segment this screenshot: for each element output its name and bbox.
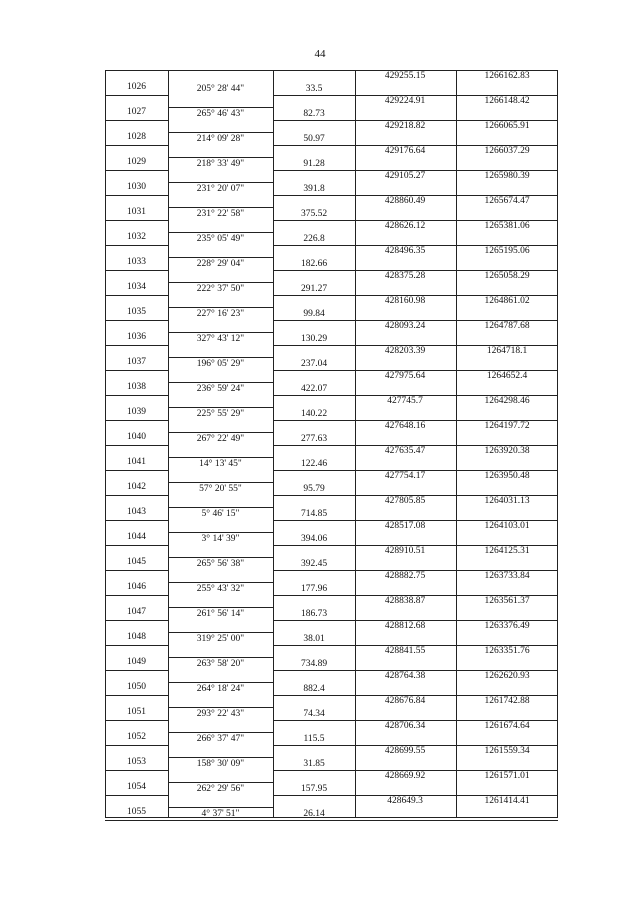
bearing-cell: 228° 29' 04" — [196, 259, 245, 269]
northing-cell: 428676.84 — [384, 696, 426, 706]
row-rule — [273, 695, 355, 696]
easting-cell: 1263733.84 — [484, 571, 530, 581]
northing-cell: 427975.64 — [384, 371, 426, 381]
row-rule — [168, 707, 273, 708]
northing-cell: 428496.35 — [384, 246, 426, 256]
row-rule — [168, 482, 273, 483]
row-rule — [105, 420, 168, 421]
station-cell: 1031 — [127, 207, 146, 217]
distance-cell: 130.29 — [300, 334, 328, 344]
station-cell: 1033 — [127, 257, 146, 267]
station-cell: 1040 — [127, 432, 146, 442]
row-rule — [105, 120, 168, 121]
northing-cell: 427805.85 — [384, 496, 426, 506]
station-cell: 1041 — [127, 457, 146, 467]
easting-cell: 1266148.42 — [484, 96, 530, 106]
station-cell: 1046 — [127, 582, 146, 592]
station-cell: 1039 — [127, 407, 146, 417]
northing-cell: 428860.49 — [384, 196, 426, 206]
row-rule — [273, 295, 355, 296]
station-cell: 1055 — [127, 807, 146, 817]
northing-cell: 427648.16 — [384, 421, 426, 431]
bearing-cell: 214° 09' 28" — [196, 134, 245, 144]
row-rule — [168, 782, 273, 783]
northing-cell: 428838.87 — [384, 596, 426, 606]
row-rule — [273, 520, 355, 521]
row-rule — [273, 120, 355, 121]
easting-cell: 1264787.68 — [484, 321, 530, 331]
row-rule — [168, 807, 273, 808]
northing-cell: 429176.64 — [384, 146, 426, 156]
row-rule — [273, 220, 355, 221]
distance-cell: 122.46 — [300, 459, 328, 469]
easting-cell: 1263351.76 — [484, 646, 530, 656]
bearing-cell: 4° 37' 51" — [201, 809, 240, 819]
distance-cell: 182.66 — [300, 259, 328, 269]
northing-cell: 427635.47 — [384, 446, 426, 456]
distance-cell: 734.89 — [300, 659, 328, 669]
station-cell: 1042 — [127, 482, 146, 492]
bearing-cell: 235° 05' 49" — [196, 234, 245, 244]
row-rule — [105, 270, 168, 271]
row-rule — [105, 645, 168, 646]
distance-cell: 226.8 — [303, 234, 325, 244]
distance-cell: 50.97 — [303, 134, 325, 144]
easting-cell: 1264718.1 — [486, 346, 528, 356]
station-cell: 1043 — [127, 507, 146, 517]
distance-cell: 91.28 — [303, 159, 325, 169]
easting-cell: 1261414.41 — [484, 796, 530, 806]
distance-cell: 99.84 — [303, 309, 325, 319]
traverse-table — [105, 70, 558, 818]
northing-cell: 428375.28 — [384, 271, 426, 281]
row-rule — [273, 745, 355, 746]
bearing-cell: 231° 22' 58" — [196, 209, 245, 219]
page-number: 44 — [314, 48, 326, 60]
northing-cell: 427745.7 — [387, 396, 423, 406]
row-rule — [168, 132, 273, 133]
station-cell: 1027 — [127, 107, 146, 117]
northing-cell: 428706.34 — [384, 721, 426, 731]
row-rule — [105, 720, 168, 721]
row-rule — [105, 520, 168, 521]
easting-cell: 1265674.47 — [484, 196, 530, 206]
row-rule — [273, 445, 355, 446]
easting-cell: 1266037.29 — [484, 146, 530, 156]
row-rule — [105, 670, 168, 671]
row-rule — [168, 582, 273, 583]
easting-cell: 1263950.48 — [484, 471, 530, 481]
northing-cell: 428812.68 — [384, 621, 426, 631]
row-rule — [168, 532, 273, 533]
row-rule — [105, 345, 168, 346]
station-cell: 1034 — [127, 282, 146, 292]
easting-cell: 1265195.06 — [484, 246, 530, 256]
row-rule — [168, 357, 273, 358]
row-rule — [105, 320, 168, 321]
easting-cell: 1264197.72 — [484, 421, 530, 431]
distance-cell: 26.14 — [303, 809, 325, 819]
bearing-cell: 3° 14' 39" — [201, 534, 240, 544]
row-rule — [273, 270, 355, 271]
row-rule — [168, 657, 273, 658]
row-rule — [273, 795, 355, 796]
bearing-cell: 57° 20' 55" — [199, 484, 242, 494]
station-cell: 1050 — [127, 682, 146, 692]
distance-cell: 74.34 — [303, 709, 325, 719]
easting-cell: 1266162.83 — [484, 71, 530, 81]
bearing-cell: 266° 37' 47" — [196, 734, 245, 744]
bearing-cell: 327° 43' 12" — [196, 334, 245, 344]
station-cell: 1049 — [127, 657, 146, 667]
distance-cell: 277.63 — [300, 434, 328, 444]
northing-cell: 428669.92 — [384, 771, 426, 781]
bearing-cell: 261° 56' 14" — [196, 609, 245, 619]
distance-cell: 237.04 — [300, 359, 328, 369]
northing-cell: 428910.51 — [384, 546, 426, 556]
easting-cell: 1266065.91 — [484, 121, 530, 131]
bearing-cell: 319° 25' 00" — [196, 634, 245, 644]
bearing-cell: 158° 30' 09" — [196, 759, 245, 769]
row-rule — [105, 695, 168, 696]
station-cell: 1047 — [127, 607, 146, 617]
row-rule — [168, 407, 273, 408]
row-rule — [273, 195, 355, 196]
station-cell: 1051 — [127, 707, 146, 717]
easting-cell: 1261559.34 — [484, 746, 530, 756]
row-rule — [105, 170, 168, 171]
row-rule — [273, 620, 355, 621]
row-rule — [105, 145, 168, 146]
row-rule — [105, 445, 168, 446]
bearing-cell: 205° 28' 44" — [196, 84, 245, 94]
row-rule — [105, 620, 168, 621]
row-rule — [105, 595, 168, 596]
bearing-cell: 196° 05' 29" — [196, 359, 245, 369]
row-rule — [168, 332, 273, 333]
northing-cell: 429255.15 — [384, 71, 426, 81]
row-rule — [168, 457, 273, 458]
row-rule — [168, 557, 273, 558]
bearing-cell: 5° 46' 15" — [201, 509, 240, 519]
easting-cell: 1262620.93 — [484, 671, 530, 681]
distance-cell: 38.01 — [303, 634, 325, 644]
northing-cell: 428626.12 — [384, 221, 426, 231]
easting-cell: 1264652.4 — [486, 371, 528, 381]
station-cell: 1036 — [127, 332, 146, 342]
row-rule — [273, 595, 355, 596]
station-cell: 1037 — [127, 357, 146, 367]
distance-cell: 177.96 — [300, 584, 328, 594]
row-rule — [105, 545, 168, 546]
row-rule — [273, 145, 355, 146]
row-rule — [168, 757, 273, 758]
distance-cell: 31.85 — [303, 759, 325, 769]
row-rule — [168, 257, 273, 258]
row-rule — [273, 170, 355, 171]
row-rule — [105, 495, 168, 496]
northing-cell: 429224.91 — [384, 96, 426, 106]
row-rule — [273, 95, 355, 96]
distance-cell: 882.4 — [303, 684, 325, 694]
bearing-cell: 231° 20' 07" — [196, 184, 245, 194]
row-rule — [168, 232, 273, 233]
northing-cell: 428841.55 — [384, 646, 426, 656]
row-rule — [105, 195, 168, 196]
row-rule — [105, 745, 168, 746]
bearing-cell: 263° 58' 20" — [196, 659, 245, 669]
row-rule — [273, 770, 355, 771]
easting-cell: 1263920.38 — [484, 446, 530, 456]
easting-cell: 1261571.01 — [484, 771, 530, 781]
bearing-cell: 236° 59' 24" — [196, 384, 245, 394]
northing-cell: 428093.24 — [384, 321, 426, 331]
row-rule — [273, 345, 355, 346]
station-cell: 1054 — [127, 782, 146, 792]
row-rule — [105, 370, 168, 371]
northing-cell: 428764.38 — [384, 671, 426, 681]
row-rule — [168, 682, 273, 683]
station-cell: 1048 — [127, 632, 146, 642]
bearing-cell: 14° 13' 45" — [199, 459, 242, 469]
easting-cell: 1265058.29 — [484, 271, 530, 281]
distance-cell: 391.8 — [303, 184, 325, 194]
bearing-cell: 265° 46' 43" — [196, 109, 245, 119]
easting-cell: 1264031.13 — [484, 496, 530, 506]
row-rule — [168, 382, 273, 383]
station-cell: 1052 — [127, 732, 146, 742]
easting-cell: 1263561.37 — [484, 596, 530, 606]
row-rule — [168, 157, 273, 158]
station-cell: 1045 — [127, 557, 146, 567]
row-rule — [105, 395, 168, 396]
row-rule — [273, 370, 355, 371]
station-cell: 1026 — [127, 82, 146, 92]
easting-cell: 1264298.46 — [484, 396, 530, 406]
station-cell: 1044 — [127, 532, 146, 542]
distance-cell: 422.07 — [300, 384, 328, 394]
row-rule — [105, 295, 168, 296]
distance-cell: 82.73 — [303, 109, 325, 119]
row-rule — [105, 770, 168, 771]
bearing-cell: 227° 16' 23" — [196, 309, 245, 319]
row-rule — [168, 282, 273, 283]
northing-cell: 429218.82 — [384, 121, 426, 131]
distance-cell: 186.73 — [300, 609, 328, 619]
easting-cell: 1265980.39 — [484, 171, 530, 181]
easting-cell: 1261674.64 — [484, 721, 530, 731]
row-rule — [168, 182, 273, 183]
row-rule — [168, 507, 273, 508]
row-rule — [273, 545, 355, 546]
row-rule — [168, 632, 273, 633]
row-rule — [105, 470, 168, 471]
row-rule — [273, 245, 355, 246]
distance-cell: 33.5 — [305, 84, 323, 94]
bearing-cell: 267° 22' 49" — [196, 434, 245, 444]
station-cell: 1038 — [127, 382, 146, 392]
easting-cell: 1261742.88 — [484, 696, 530, 706]
station-cell: 1029 — [127, 157, 146, 167]
row-rule — [273, 470, 355, 471]
row-rule — [105, 570, 168, 571]
row-rule — [105, 95, 168, 96]
row-rule — [168, 432, 273, 433]
row-rule — [273, 495, 355, 496]
bearing-cell: 262° 29' 56" — [196, 784, 245, 794]
row-rule — [273, 670, 355, 671]
station-cell: 1028 — [127, 132, 146, 142]
bearing-cell: 218° 33' 49" — [196, 159, 245, 169]
row-rule — [273, 570, 355, 571]
row-rule — [105, 820, 558, 821]
bearing-cell: 293° 22' 43" — [196, 709, 245, 719]
row-rule — [273, 420, 355, 421]
northing-cell: 427754.17 — [384, 471, 426, 481]
station-cell: 1035 — [127, 307, 146, 317]
distance-cell: 392.45 — [300, 559, 328, 569]
easting-cell: 1263376.49 — [484, 621, 530, 631]
row-rule — [273, 395, 355, 396]
row-rule — [168, 307, 273, 308]
row-rule — [273, 720, 355, 721]
easting-cell: 1265381.06 — [484, 221, 530, 231]
bearing-cell: 225° 55' 29" — [196, 409, 245, 419]
bearing-cell: 265° 56' 38" — [196, 559, 245, 569]
station-cell: 1053 — [127, 757, 146, 767]
easting-cell: 1264125.31 — [484, 546, 530, 556]
northing-cell: 429105.27 — [384, 171, 426, 181]
northing-cell: 428160.98 — [384, 296, 426, 306]
easting-cell: 1264861.02 — [484, 296, 530, 306]
northing-cell: 428699.55 — [384, 746, 426, 756]
row-rule — [105, 245, 168, 246]
northing-cell: 428203.39 — [384, 346, 426, 356]
row-rule — [105, 220, 168, 221]
northing-cell: 428517.08 — [384, 521, 426, 531]
northing-cell: 428649.3 — [387, 796, 423, 806]
distance-cell: 157.95 — [300, 784, 328, 794]
row-rule — [105, 795, 168, 796]
row-rule — [168, 732, 273, 733]
row-rule — [168, 107, 273, 108]
row-rule — [273, 320, 355, 321]
distance-cell: 140.22 — [300, 409, 328, 419]
distance-cell: 394.06 — [300, 534, 328, 544]
distance-cell: 95.79 — [303, 484, 325, 494]
bearing-cell: 264° 18' 24" — [196, 684, 245, 694]
bearing-cell: 222° 37' 50" — [196, 284, 245, 294]
northing-cell: 428882.75 — [384, 571, 426, 581]
easting-cell: 1264103.01 — [484, 521, 530, 531]
distance-cell: 115.5 — [303, 734, 325, 744]
station-cell: 1030 — [127, 182, 146, 192]
row-rule — [273, 645, 355, 646]
station-cell: 1032 — [127, 232, 146, 242]
distance-cell: 291.27 — [300, 284, 328, 294]
row-rule — [168, 207, 273, 208]
bearing-cell: 255° 43' 32" — [196, 584, 245, 594]
distance-cell: 714.85 — [300, 509, 328, 519]
row-rule — [168, 607, 273, 608]
distance-cell: 375.52 — [300, 209, 328, 219]
